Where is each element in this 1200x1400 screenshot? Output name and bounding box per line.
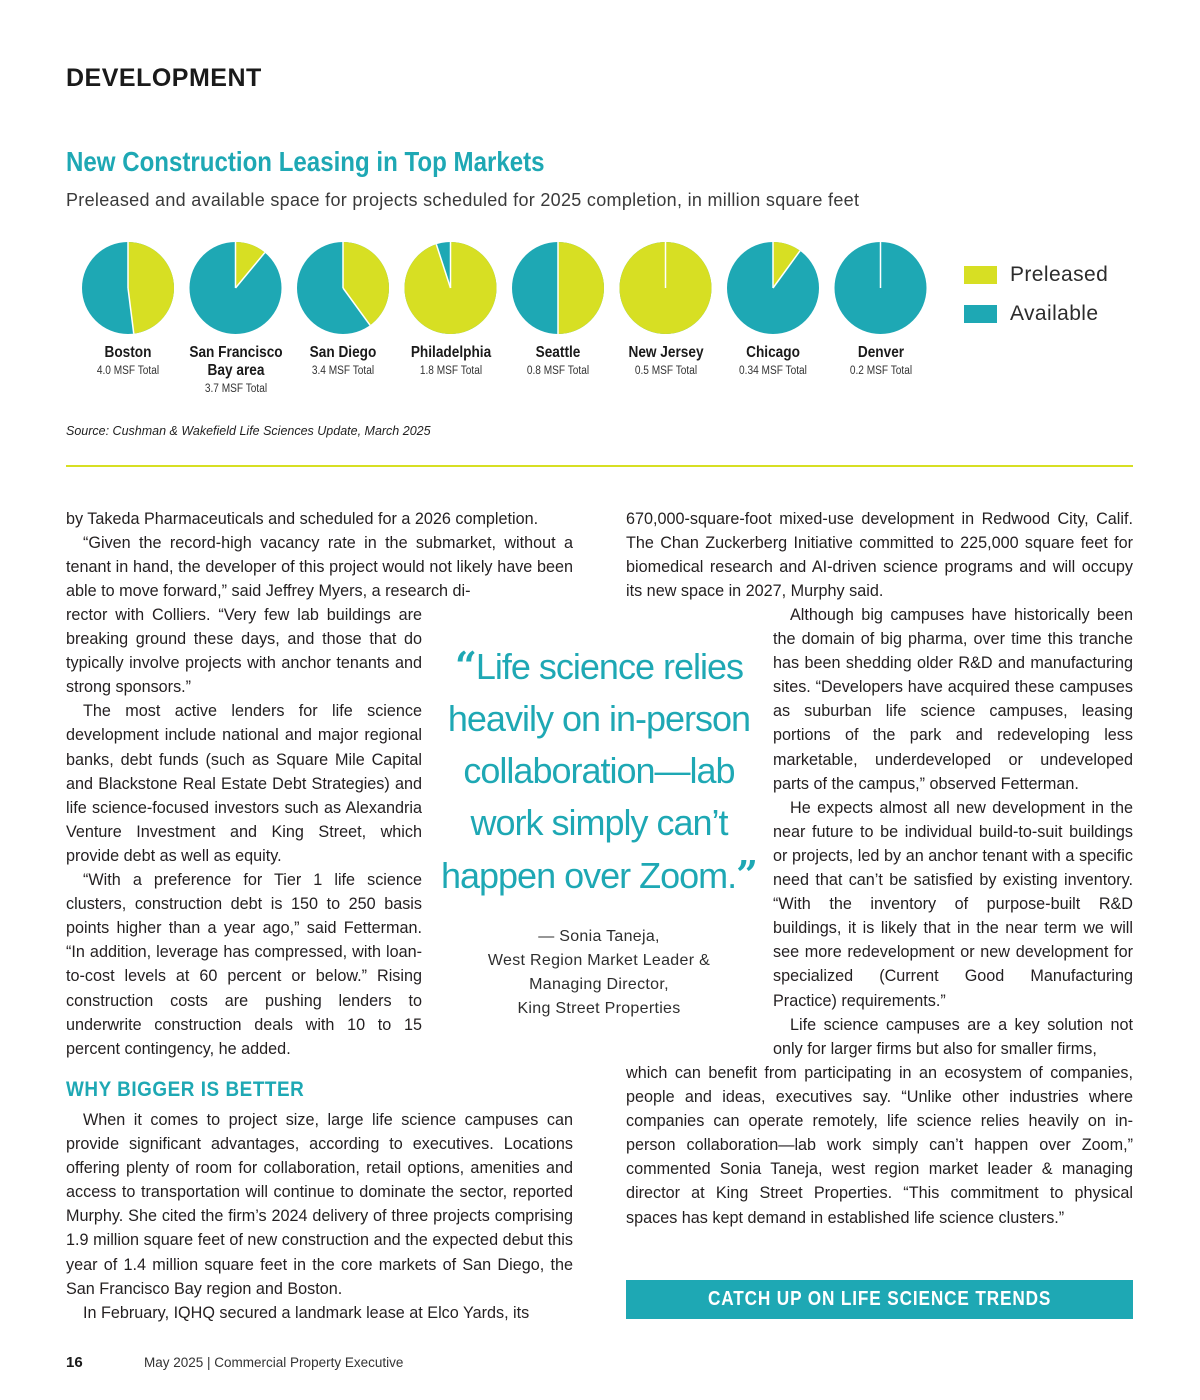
close-quote-mark: ” [736, 852, 758, 897]
legend-preleased [964, 263, 1108, 287]
attribution-line: King Street Properties [517, 1000, 681, 1017]
page-number: 16 [66, 1354, 83, 1371]
market-total: 3.4 MSF Total [311, 365, 375, 377]
attribution-line: — Sonia Taneja, [538, 928, 660, 945]
legend-available [964, 302, 1098, 326]
paragraph: He expects almost all new development in the near future to be individual build-to-suit buildings or projects, led by an anchor tenant with a specific need that can’t be satisfied by existing inventory. “With the inventory of purpose-built R&D buildings, it is likely that in the near term we will see more redevelopment or new development for specialized (Current Good Manufacturing Practice) requirements.” [773, 798, 1133, 1010]
pie-seattle [512, 242, 604, 334]
pie-slice-preleased [128, 242, 174, 334]
paragraph: When it comes to project size, large life science campuses can provide significant advantages, according to executives. Locations offering plenty of room for collaboration, retail options, amenities and access to transportation will continue to dominate the sector, reported Murphy. She cited the firm’s 2024 delivery of three projects comprising 1.9 million square feet of new construction and the expected debut this year of 1.4 million square feet in the core markets of San Diego, the San Francisco Bay region and Boston. [66, 1111, 573, 1298]
right-column-bottom [626, 1061, 1133, 1230]
market-total: 0.8 MSF Total [526, 365, 590, 377]
market-name: Chicago [746, 344, 800, 361]
attribution-line: West Region Market Leader & [487, 952, 711, 969]
paragraph: by Takeda Pharmaceuticals and scheduled for a 2026 completion. [66, 510, 539, 528]
pie-chicago [727, 242, 819, 334]
pie-philadelphia [405, 242, 497, 334]
right-column-top [626, 507, 1133, 603]
cta-label: CATCH UP ON LIFE SCIENCE TRENDS [707, 1288, 1052, 1310]
paragraph: 670,000-square-foot mixed-use development in Redwood City, Calif. The Chan Zuckerberg Initiative committed to 225,000 square feet for biomedical research and AI-driven science programs and will occupy its new space in 2027, Murphy said. [626, 510, 1133, 601]
pull-quote-text: Life science relies heavily on in-person collaboration—lab work simply can’t happen over Zoom. [440, 646, 751, 896]
paragraph: Although big campuses have historically been the domain of big pharma, over time this tranche has been shedding older R&D and manufacturing sites. “Developers have acquired these campuses as suburban life science campuses, leasing portions of the park and redeveloping less marketable, underdeveloped or undeveloped parts of the campus,” observed Fetterman. [773, 606, 1133, 793]
market-name: Boston [104, 344, 152, 361]
legend-label-preleased: Preleased [1010, 263, 1109, 286]
market-total: 4.0 MSF Total [96, 365, 160, 377]
pie-charts [60, 236, 930, 346]
market-name: Seattle [535, 344, 581, 361]
divider [66, 465, 1133, 467]
legend-swatch-preleased [964, 266, 997, 284]
paragraph: “Given the record-high vacancy rate in the submarket, without a tenant in hand, the developer of this project would not likely have been able to move forward,” said Jeffrey Myers, a research di- [66, 534, 573, 601]
section-heading: WHY BIGGER IS BETTER [66, 1078, 305, 1101]
pie-slice-preleased [558, 242, 604, 334]
paragraph: In February, IQHQ secured a landmark lease at Elco Yards, its [83, 1303, 530, 1322]
pie-san-diego [297, 242, 389, 334]
legend-label-available: Available [1010, 302, 1099, 325]
market-total: 1.8 MSF Total [419, 365, 482, 377]
publication-line: May 2025 | Commercial Property Executive [144, 1355, 404, 1370]
market-total: 0.2 MSF Total [849, 365, 912, 377]
market-name: New Jersey [627, 344, 704, 361]
paragraph: Life science campuses are a key solution not only for larger firms but also for smaller firms, [773, 1015, 1133, 1058]
pie-new-jersey [620, 242, 712, 334]
left-column-bottom [66, 1108, 573, 1325]
market-total: 0.5 MSF Total [634, 365, 697, 377]
paragraph: “With a preference for Tier 1 life science clusters, construction debt is 150 to 250 basis points higher than a year ago,” said Fetterman. “In addition, leverage has compressed, with loan-to-cost levels at 60 percent or below.” Rising construction costs are pushing lenders to underwrite construction deals with 10 to 15 percent contingency, he added. [66, 871, 422, 1058]
paragraph: rector with Colliers. “Very few lab buildings are breaking ground these days, and those that do typically involve projects with anchor tenants and strong sponsors.” [66, 606, 422, 697]
right-column-mid [773, 603, 1133, 1061]
pie-denver [835, 242, 927, 334]
open-quote-mark: “ [455, 643, 476, 688]
market-name: San Francisco [188, 344, 283, 361]
market-name: Philadelphia [410, 344, 491, 361]
market-name: Denver [857, 344, 904, 361]
pull-quote [436, 640, 762, 902]
market-label [816, 344, 946, 380]
paragraph: which can benefit from participating in an ecosystem of companies, people and ideas, executives say. “Unlike other industries where companies can operate remotely, life science relies heavily on in-person collaboration—lab work simply can’t happen over Zoom,” commented Sonia Taneja, west region market leader & managing director at King Street Properties. “This commitment to physical spaces has kept demand in established life science clusters.” [626, 1064, 1133, 1227]
chart-subtitle: Preleased and available space for projects scheduled for 2025 completion, in million square feet [66, 190, 860, 210]
market-total: 0.34 MSF Total [739, 365, 807, 377]
cta-banner-link[interactable] [626, 1280, 1133, 1319]
left-column-top [66, 507, 573, 603]
paragraph: The most active lenders for life science development include national and major regional banks, debt funds (such as Square Mile Capital and Blackstone Real Estate Debt Strategies) and life science-focused investors such as Alexandria Venture Investment and King Street, which provide debt as well as equity. [66, 702, 422, 865]
market-name: San Diego [309, 344, 377, 361]
pie-boston [82, 242, 174, 334]
legend-swatch-available [964, 305, 997, 323]
quote-attribution [440, 925, 758, 1021]
market-name: Bay area [207, 362, 264, 379]
pie-san-francisco-bay-area [190, 242, 282, 334]
section-label: DEVELOPMENT [66, 64, 262, 92]
source-note: Source: Cushman & Wakefield Life Sciences Update, March 2025 [66, 424, 431, 438]
chart-title: New Construction Leasing in Top Markets [66, 146, 545, 177]
attribution-line: Managing Director, [529, 976, 669, 993]
market-total: 3.7 MSF Total [204, 383, 267, 395]
left-column-mid [66, 603, 422, 1061]
